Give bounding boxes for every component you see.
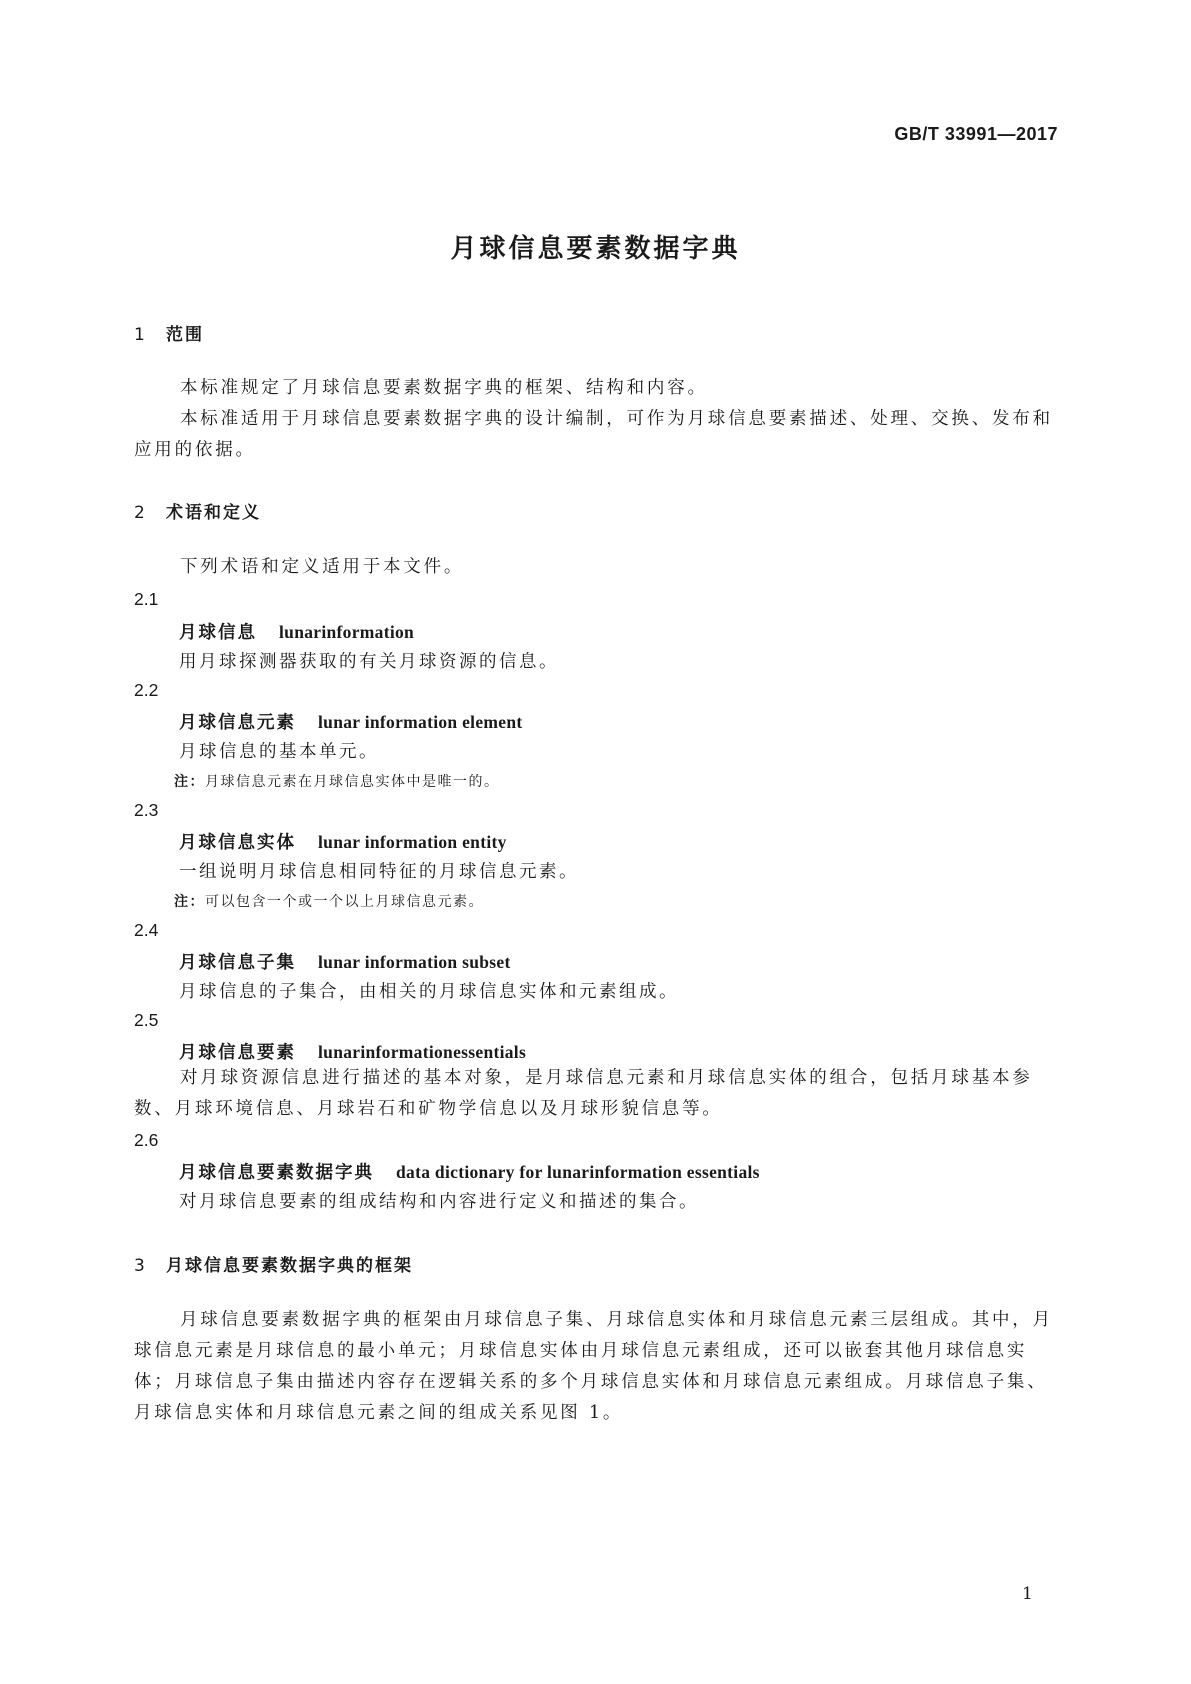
terms-intro: 下列术语和定义适用于本文件。 [180,557,465,577]
term-zh: 月球信息 [179,623,257,643]
document-title: 月球信息要素数据字典 [450,234,741,264]
term-entry [179,829,507,854]
term-en: lunarinformation [279,622,415,642]
clause-number: 2.4 [134,920,159,940]
term-zh: 月球信息元素 [179,713,296,733]
note-label: 注： [174,894,205,910]
term-definition: 月球信息的子集合，由相关的月球信息实体和元素组成。 [179,982,679,1002]
scope-paragraph-1: 本标准规定了月球信息要素数据字典的框架、结构和内容。 [180,378,708,398]
note-text: 月球信息元素在月球信息实体中是唯一的。 [205,774,500,790]
term-definition: 月球信息的基本单元。 [179,742,379,762]
section-3-heading [134,1251,413,1276]
clause-number: 2.3 [134,800,159,820]
term-definition: 用月球探测器获取的有关月球资源的信息。 [179,652,559,672]
section-number: 3 [134,1256,145,1276]
term-entry [179,949,511,974]
term-definition: 一组说明月球信息相同特征的月球信息元素。 [179,862,579,882]
clause-number: 2.2 [134,680,159,700]
clause-number: 2.5 [134,1010,159,1030]
section-title: 月球信息要素数据字典的框架 [166,1256,413,1276]
term-entry [179,1159,760,1184]
term-zh: 月球信息要素数据字典 [179,1163,374,1183]
term-definition: 对月球资源信息进行描述的基本对象，是月球信息元素和月球信息实体的组合，包括月球基本参数、月球环境信息、月球岩石和矿物学信息以及月球形貌信息等。 [134,1068,1033,1119]
section-2-heading [134,498,261,523]
term-en: lunar information element [318,712,523,732]
term-definition: 对月球信息要素的组成结构和内容进行定义和描述的集合。 [179,1192,699,1212]
term-note [174,771,500,791]
term-entry [179,619,414,644]
term-note [174,891,484,911]
note-text: 可以包含一个或一个以上月球信息元素。 [205,894,484,910]
term-en: data dictionary for lunarinformation essentials [396,1162,760,1182]
term-entry [179,709,523,734]
page-number: 1 [1022,1584,1033,1604]
term-en: lunar information subset [318,952,511,972]
scope-paragraph-2: 本标准适用于月球信息要素数据字典的设计编制，可作为月球信息要素描述、处理、交换、发布和应用的依据。 [134,409,1053,460]
term-zh: 月球信息实体 [179,833,296,853]
note-label: 注： [174,774,205,790]
section-number: 2 [134,503,145,523]
term-entry [179,1039,526,1064]
term-en: lunarinformationessentials [318,1042,527,1062]
section-title: 术语和定义 [166,503,261,523]
section-1-heading [134,320,204,345]
clause-number: 2.1 [134,589,159,609]
standard-code: GB/T 33991—2017 [894,124,1058,144]
section-title: 范围 [166,325,204,345]
term-zh: 月球信息子集 [179,953,296,973]
framework-paragraph: 月球信息要素数据字典的框架由月球信息子集、月球信息实体和月球信息元素三层组成。其中，月球信息元素是月球信息的最小单元；月球信息实体由月球信息元素组成，还可以嵌套其他月球信息实体；月球信息子集由描述内容存在逻辑关系的多个月球信息实体和月球信息元素组成。月球信息子集、月球信息实体和月球信息元素之间的组成关系见图 1。 [134,1310,1053,1423]
term-zh: 月球信息要素 [179,1043,296,1063]
clause-number: 2.6 [134,1130,159,1150]
section-number: 1 [134,325,145,345]
term-en: lunar information entity [318,832,507,852]
